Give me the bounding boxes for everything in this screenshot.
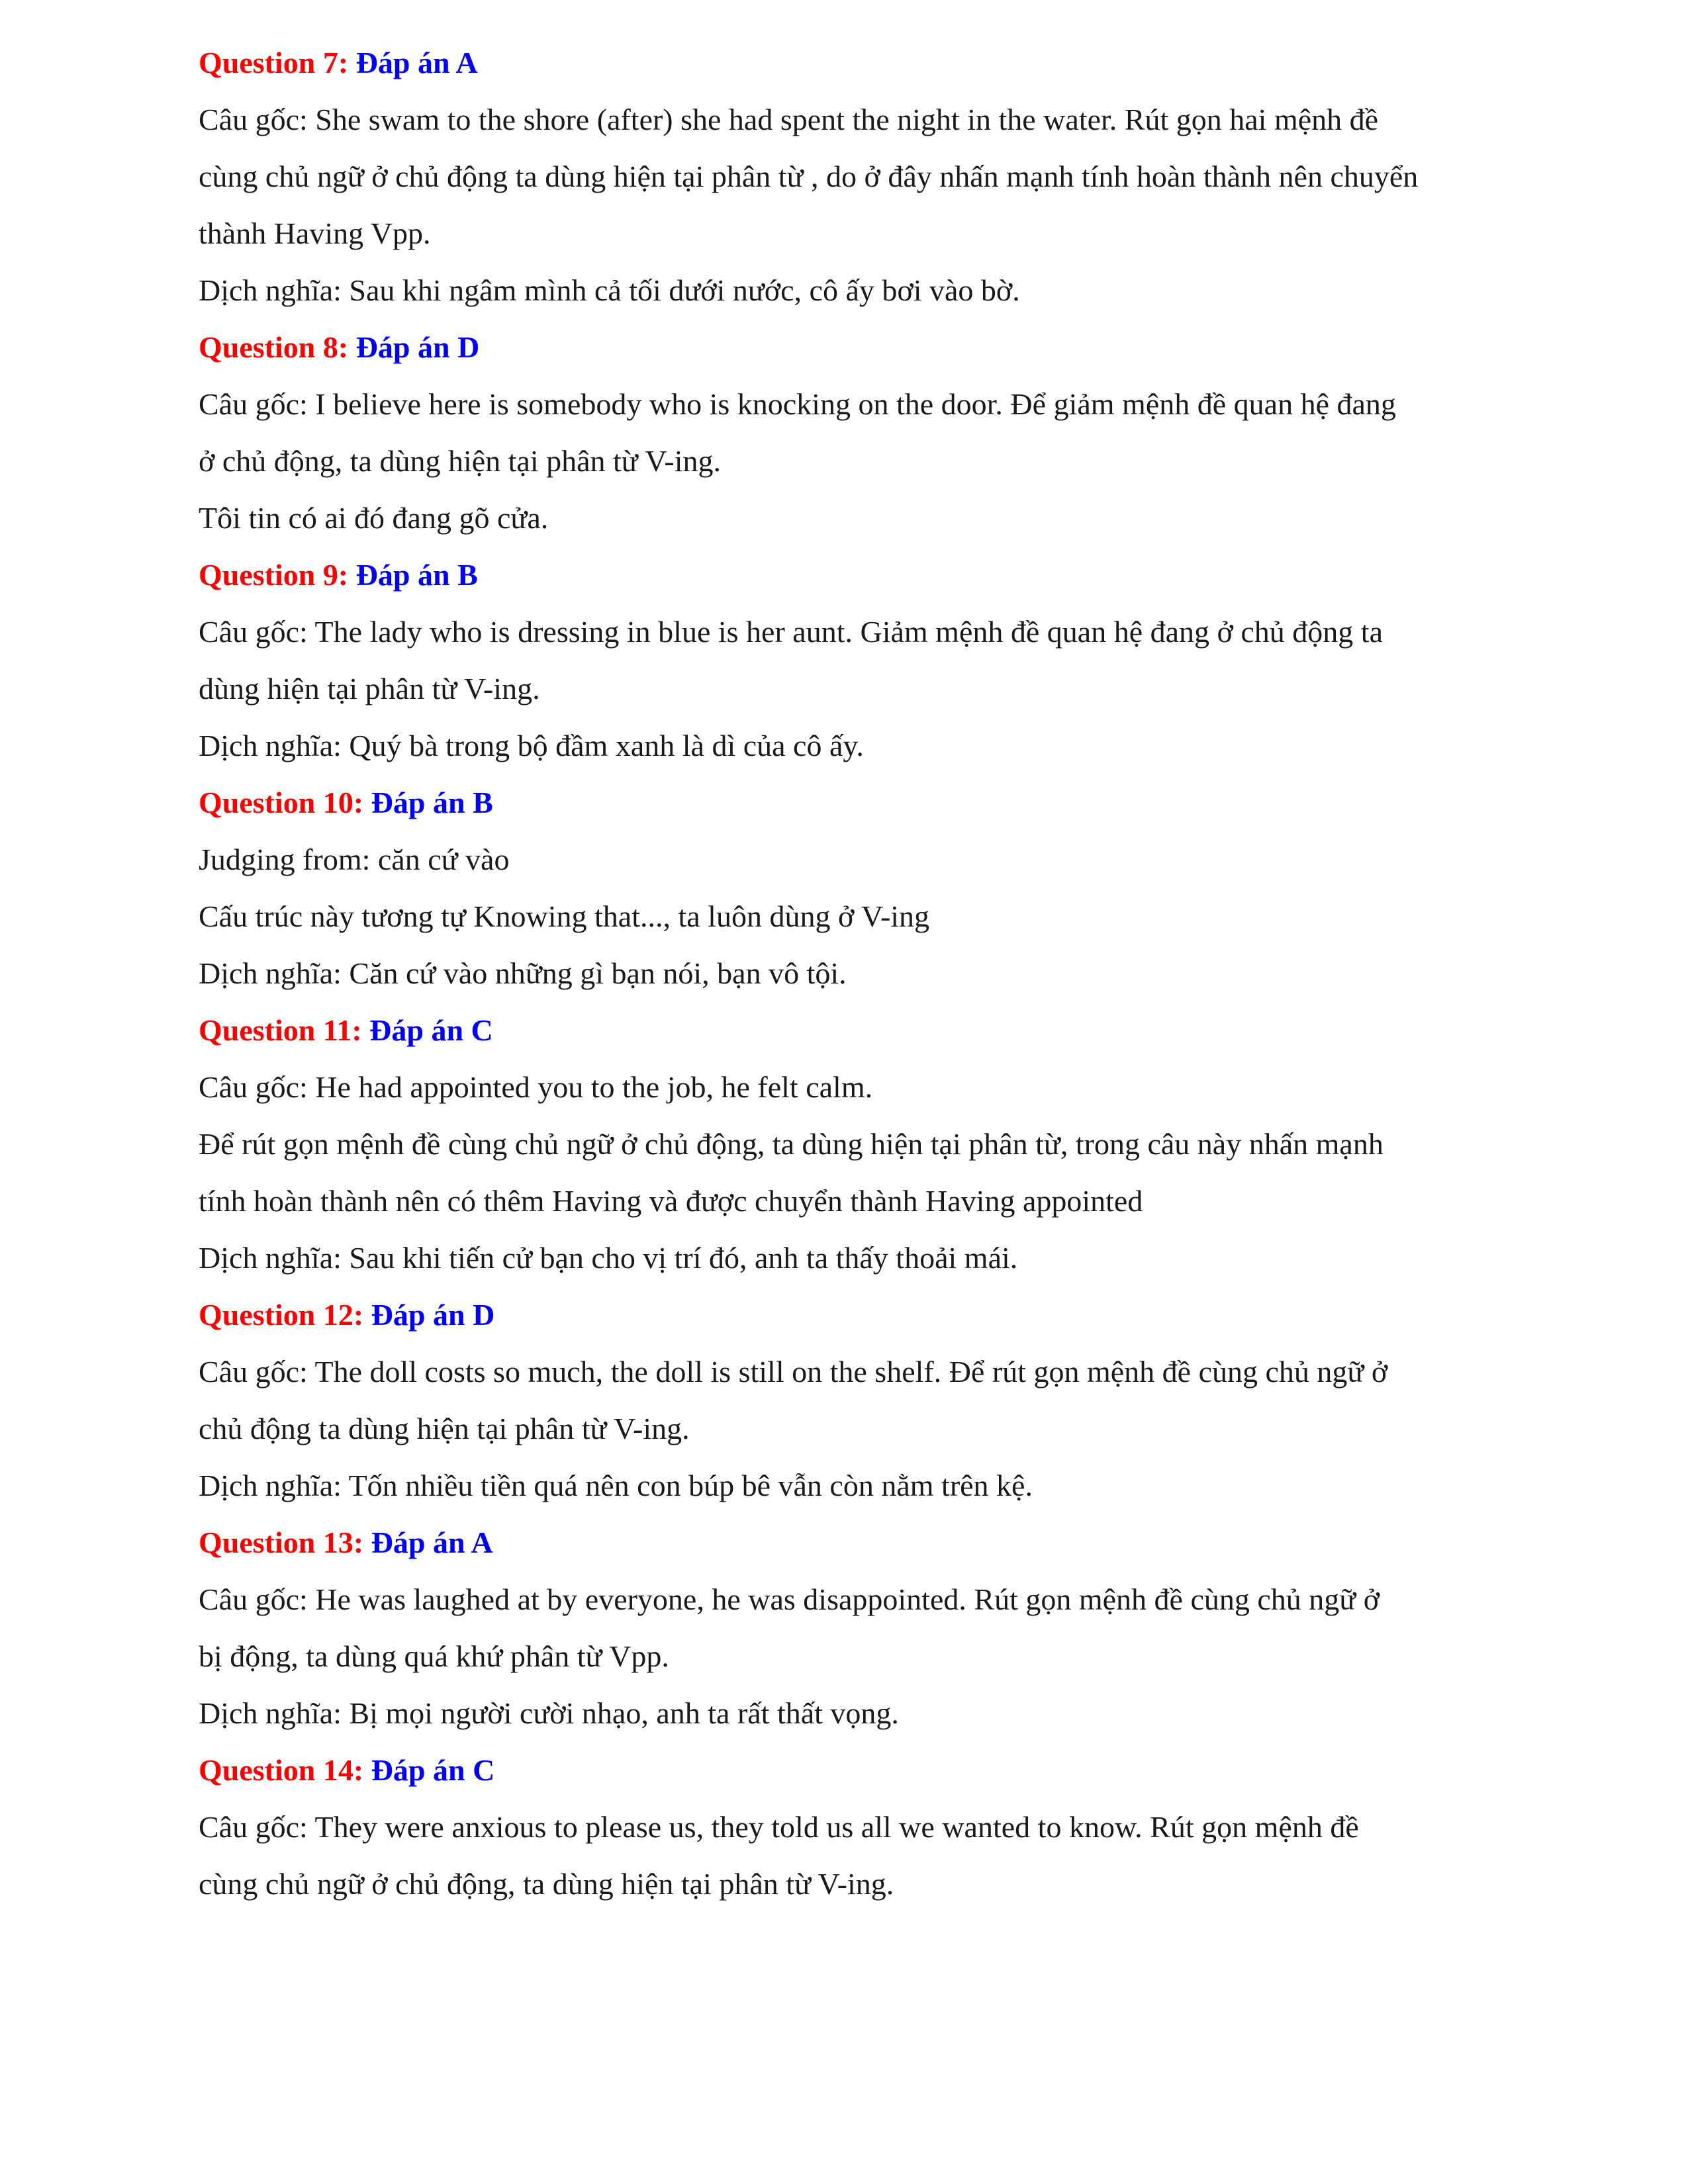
explanation-line: Dịch nghĩa: Quý bà trong bộ đầm xanh là dì của cô ấy. (199, 729, 864, 762)
question-block (199, 1742, 1506, 1913)
question-block (199, 774, 1506, 1002)
explanation-line: Câu gốc: He had appointed you to the job, he felt calm. (199, 1070, 873, 1104)
explanation-line: Judging from: căn cứ vào (199, 842, 510, 876)
explanation-line: Câu gốc: She swam to the shore (after) she had spent the night in the water. Rút gọn hai mệnh đề (199, 103, 1379, 136)
explanation-line: Câu gốc: The doll costs so much, the doll is still on the shelf. Để rút gọn mệnh đề cùng chủ ngữ ở (199, 1355, 1388, 1388)
explanation-line: Dịch nghĩa: Bị mọi người cười nhạo, anh ta rất thất vọng. (199, 1696, 899, 1730)
explanation-line: Để rút gọn mệnh đề cùng chủ ngữ ở chủ động, ta dùng hiện tại phân từ, trong câu này nhấn mạnh (199, 1127, 1383, 1161)
question-block (199, 34, 1506, 319)
explanation-line: cùng chủ ngữ ở chủ động ta dùng hiện tại phân từ , do ở đây nhấn mạnh tính hoàn thành nên chuyển (199, 159, 1419, 193)
question-number: Question 7: (199, 46, 349, 79)
question-heading (199, 774, 1506, 831)
question-heading (199, 1742, 1506, 1799)
explanation-line: dùng hiện tại phân từ V-ing. (199, 672, 540, 705)
explanation-line: bị động, ta dùng quá khứ phân từ Vpp. (199, 1639, 669, 1673)
question-block (199, 547, 1506, 774)
question-number: Question 14: (199, 1753, 364, 1787)
question-block (199, 319, 1506, 547)
question-heading (199, 1002, 1506, 1059)
question-heading (199, 1287, 1506, 1343)
answer-label: Đáp án C (369, 1013, 493, 1047)
answer-label: Đáp án C (371, 1753, 495, 1787)
answer-label: Đáp án B (355, 558, 478, 592)
question-heading (199, 1514, 1506, 1571)
question-number: Question 12: (199, 1298, 364, 1332)
answer-key-content (199, 34, 1506, 1913)
explanation-line: Câu gốc: He was laughed at by everyone, he was disappointed. Rút gọn mệnh đề cùng chủ ngữ ở (199, 1582, 1380, 1616)
question-number: Question 8: (199, 330, 349, 364)
answer-label: Đáp án B (371, 786, 493, 819)
explanation-line: chủ động ta dùng hiện tại phân từ V-ing. (199, 1412, 690, 1445)
explanation-line: Cấu trúc này tương tự Knowing that..., ta luôn dùng ở V-ing (199, 899, 930, 933)
question-heading (199, 319, 1506, 376)
answer-label: Đáp án A (355, 46, 478, 79)
explanation-line: Câu gốc: I believe here is somebody who is knocking on the door. Để giảm mệnh đề quan hệ đang (199, 387, 1396, 421)
question-number: Question 13: (199, 1525, 364, 1559)
explanation-line: Dịch nghĩa: Tốn nhiều tiền quá nên con búp bê vẫn còn nằm trên kệ. (199, 1469, 1033, 1502)
answer-label: Đáp án A (371, 1525, 493, 1559)
explanation-line: Câu gốc: They were anxious to please us, they told us all we wanted to know. Rút gọn mệnh đề (199, 1810, 1359, 1844)
question-heading (199, 547, 1506, 604)
question-block (199, 1514, 1506, 1742)
explanation-line: Dịch nghĩa: Sau khi ngâm mình cả tối dưới nước, cô ấy bơi vào bờ. (199, 273, 1020, 307)
explanation-line: Tôi tin có ai đó đang gõ cửa. (199, 501, 549, 535)
explanation-line: Câu gốc: The lady who is dressing in blue is her aunt. Giảm mệnh đề quan hệ đang ở chủ động ta (199, 615, 1383, 649)
explanation-line: cùng chủ ngữ ở chủ động, ta dùng hiện tại phân từ V-ing. (199, 1867, 894, 1901)
explanation-line: Dịch nghĩa: Căn cứ vào những gì bạn nói, bạn vô tội. (199, 956, 847, 990)
explanation-line: Dịch nghĩa: Sau khi tiến cử bạn cho vị trí đó, anh ta thấy thoải mái. (199, 1241, 1018, 1275)
question-number: Question 11: (199, 1013, 362, 1047)
question-heading (199, 34, 1506, 91)
question-number: Question 10: (199, 786, 364, 819)
question-block (199, 1002, 1506, 1287)
explanation-line: thành Having Vpp. (199, 216, 431, 250)
answer-label: Đáp án D (371, 1298, 495, 1332)
question-block (199, 1287, 1506, 1514)
question-number: Question 9: (199, 558, 349, 592)
explanation-line: tính hoàn thành nên có thêm Having và được chuyển thành Having appointed (199, 1184, 1143, 1218)
answer-label: Đáp án D (355, 330, 480, 364)
explanation-line: ở chủ động, ta dùng hiện tại phân từ V-ing. (199, 444, 722, 478)
